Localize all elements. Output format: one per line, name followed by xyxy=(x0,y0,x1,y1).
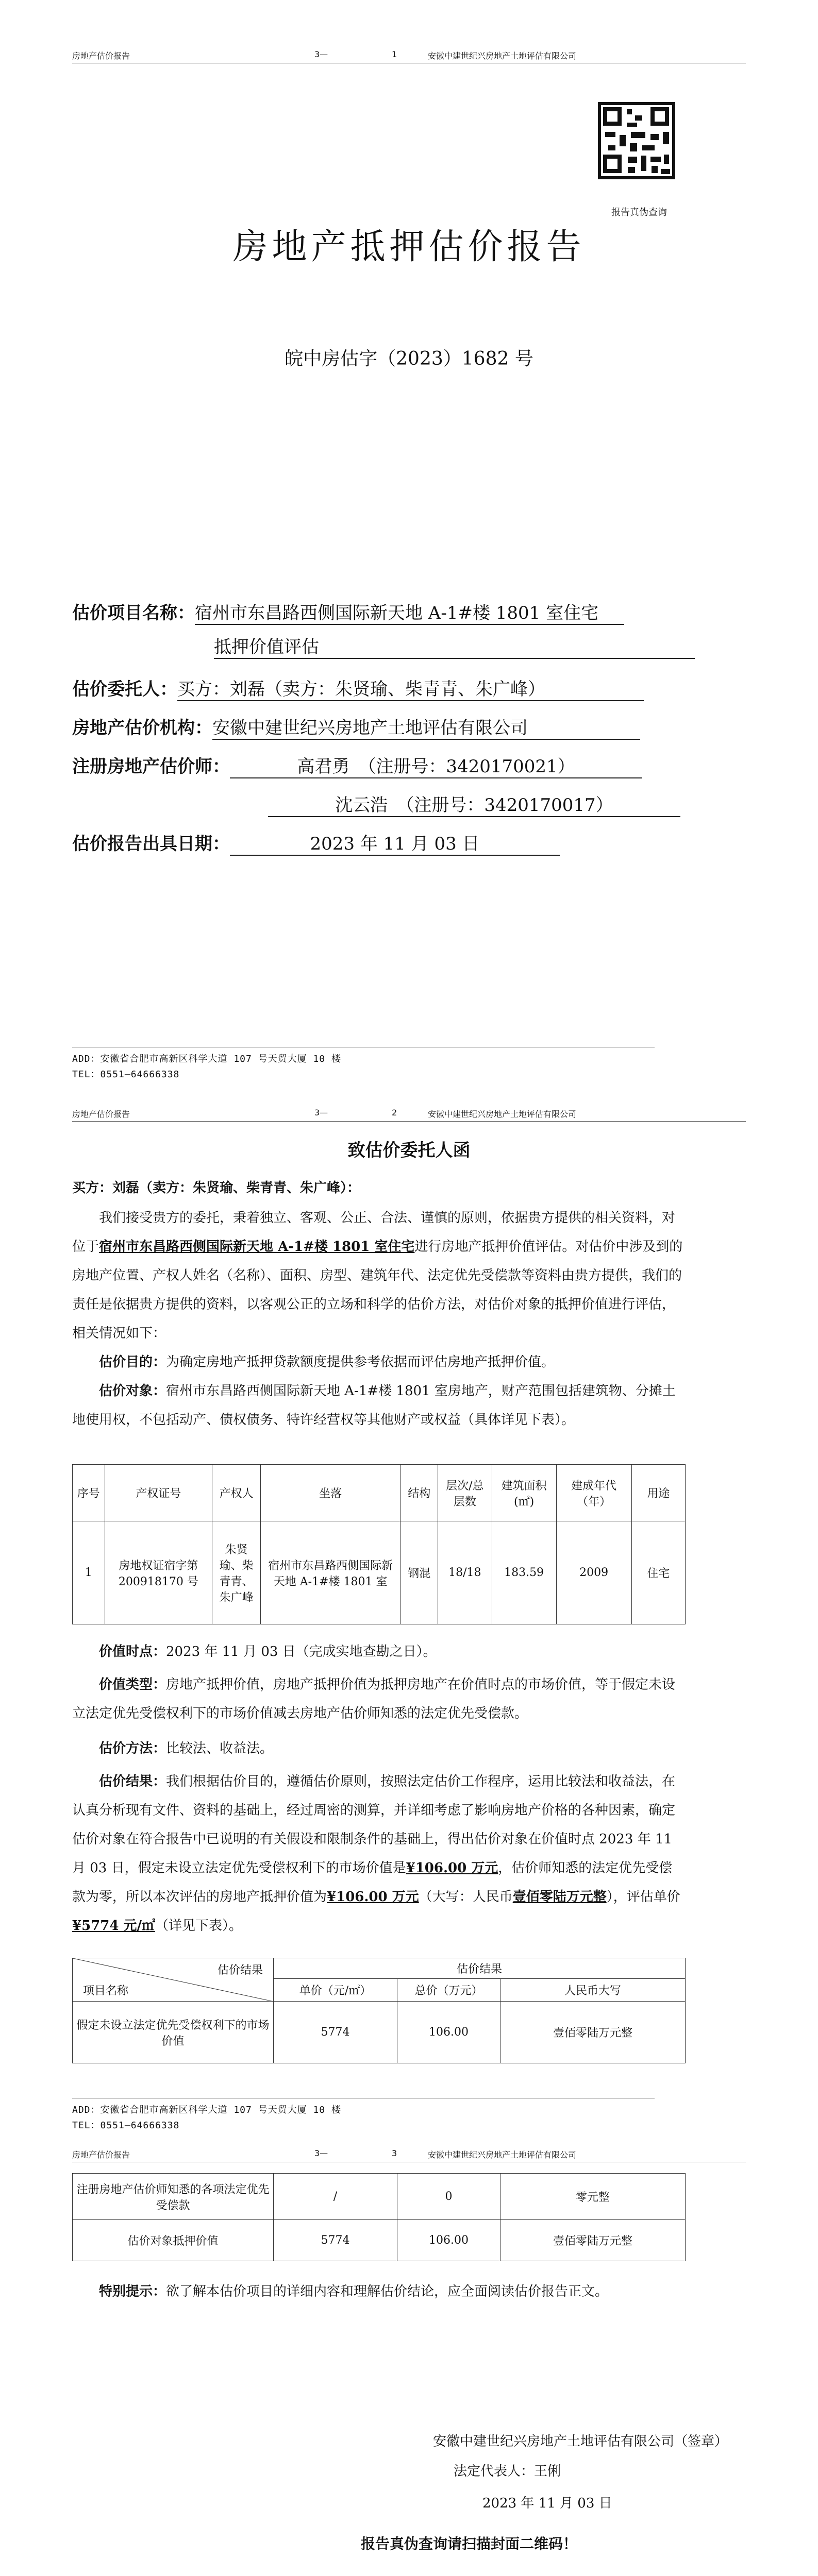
letter-title: 致估价委托人函 xyxy=(347,1140,471,1161)
addressee: 买方：刘磊（卖方：朱贤瑜、柴青青、朱广峰）： xyxy=(72,1180,361,1196)
row-in-words: 零元整 xyxy=(500,2174,686,2220)
project-name-row-2 xyxy=(214,633,695,659)
row-total-price: 0 xyxy=(397,2174,500,2220)
table-row xyxy=(73,1521,686,1624)
unit-price: ¥5774 元/㎡ xyxy=(72,1918,156,1934)
property-table-header xyxy=(73,1465,686,1521)
col-total-price: 总价（万元） xyxy=(397,1979,500,2002)
date-label: 估价报告出具日期： xyxy=(72,834,230,854)
result-paragraph xyxy=(72,1767,686,1940)
result-table-corner xyxy=(73,1958,274,2002)
col-floor: 层次/总层数 xyxy=(438,1465,492,1521)
object-label: 估价对象： xyxy=(99,1383,166,1399)
market-value: ¥106.00 万元 xyxy=(406,1860,498,1876)
col-year: 建成年代（年） xyxy=(556,1465,631,1521)
mortgage-value: ¥106.00 万元 xyxy=(327,1889,419,1905)
project-value-2: 抵押价值评估 xyxy=(214,633,695,659)
intro-paragraph xyxy=(72,1204,686,1348)
intro-property: 宿州市东昌路西侧国际新天地 A-1#楼 1801 室住宅 xyxy=(99,1239,415,1255)
row-unit-price: 5774 xyxy=(274,2002,397,2063)
page2-footer xyxy=(72,2098,655,2133)
result-table-header-1 xyxy=(73,1958,686,1979)
result-text-a: 我们根据估价目的，遵循估价原则，按照法定估价工作程序，运用比较法和收益法，在认真分析现有文件、资料的基础上，经过周密的测算，并详细考虑了影响房地产价格的各种因素，确定估价对象在符合报告中已说明的有关假设和限制条件的基础上，得出估价对象在价值时点 2023 年 11 月 03 日，假定未设立法定优先受偿权利下的市场价值是 xyxy=(72,1774,676,1876)
project-label: 估价项目名称： xyxy=(72,603,195,623)
header-doc-type: 房地产估价报告 xyxy=(72,51,130,61)
appraiser-label: 注册房地产估价师： xyxy=(72,756,230,777)
appraiser-row-1 xyxy=(72,752,642,778)
col-use: 用途 xyxy=(631,1465,685,1521)
footer-address: ADD：安徽省合肥市高新区科学大道 107 号天贸大厦 10 楼 xyxy=(72,1054,342,1064)
intro-text-c: 进行房地产抵押价值评估。对估价中涉及到的房地产位置、产权人姓名（名称）、面积、房型、建筑年代、法定优先受偿款等资料由贵方提供，我们的责任是依据贵方提供的资料，以客观公正的立场和科学的估价方法，对估价对象的抵押价值进行评估，相关情况如下： xyxy=(72,1239,683,1341)
result-text-g: ），评估单价 xyxy=(606,1889,680,1905)
appraiser-2: 沈云浩 （注册号：3420170017） xyxy=(268,791,680,817)
col-area: 建筑面积(㎡) xyxy=(492,1465,556,1521)
tip-value: 欲了解本估价项目的详细内容和理解估价结论，应全面阅读估价报告正文。 xyxy=(166,2284,609,2299)
table-row xyxy=(73,2220,686,2261)
object-paragraph xyxy=(72,1377,686,1434)
header-page-number: 2 xyxy=(392,1108,397,1117)
header-doc-type: 房地产估价报告 xyxy=(72,1109,130,1119)
result-table-continued xyxy=(72,2173,686,2261)
col-cert: 产权证号 xyxy=(105,1465,212,1521)
header-company: 安徽中建世纪兴房地产土地评估有限公司 xyxy=(428,51,577,61)
cell-cert: 房地权证宿字第 200918170 号 xyxy=(105,1521,212,1624)
value-date-paragraph xyxy=(72,1637,686,1666)
row-label: 假定未设立法定优先受偿权利下的市场价值 xyxy=(73,2002,274,2063)
row-unit-price: 5774 xyxy=(274,2220,397,2261)
corner-bottom-label: 项目名称 xyxy=(83,1985,129,1997)
signature-date: 2023 年 11 月 03 日 xyxy=(482,2496,612,2511)
cell-year: 2009 xyxy=(556,1521,631,1624)
page1-running-header xyxy=(72,49,746,63)
row-unit-price: / xyxy=(274,2174,397,2220)
report-title: 房地产抵押估价报告 xyxy=(232,227,586,267)
footer-tel: TEL：0551—64666338 xyxy=(72,1069,180,1080)
value-date-label: 价值时点： xyxy=(99,1644,166,1659)
col-location: 坐落 xyxy=(261,1465,400,1521)
appraiser-1: 高君勇 （注册号：3420170021） xyxy=(230,752,642,778)
footer-address: ADD：安徽省合肥市高新区科学大道 107 号天贸大厦 10 楼 xyxy=(72,2105,342,2115)
corner-top-label: 估价结果 xyxy=(217,1964,263,1977)
page1-footer xyxy=(72,1047,655,1082)
purpose-paragraph xyxy=(72,1348,686,1377)
agency-value: 安徽中建世纪兴房地产土地评估有限公司 xyxy=(212,714,640,740)
tip-label: 特别提示： xyxy=(99,2284,166,2299)
date-value: 2023 年 11 月 03 日 xyxy=(230,829,560,856)
purpose-label: 估价目的： xyxy=(99,1354,166,1370)
header-company: 安徽中建世纪兴房地产土地评估有限公司 xyxy=(428,1109,577,1119)
row-total-price: 106.00 xyxy=(397,2220,500,2261)
value-date-value: 2023 年 11 月 03 日（完成实地查勘之日）。 xyxy=(166,1644,437,1659)
value-in-words: 壹佰零陆万元整 xyxy=(512,1889,607,1905)
date-row xyxy=(72,829,560,856)
col-owner: 产权人 xyxy=(212,1465,261,1521)
col-in-words: 人民币大写 xyxy=(500,1979,686,2002)
header-page-total: 3— xyxy=(314,49,328,59)
client-row xyxy=(72,675,644,701)
cell-area: 183.59 xyxy=(492,1521,556,1624)
qr-caption: 报告真伪查询 xyxy=(611,207,667,218)
row-label: 注册房地产估价师知悉的各项法定优先受偿款 xyxy=(73,2174,274,2220)
result-text-e: （大写：人民币 xyxy=(419,1889,513,1905)
cell-use: 住宅 xyxy=(631,1521,685,1624)
agency-label: 房地产估价机构： xyxy=(72,718,212,738)
cell-floor: 18/18 xyxy=(438,1521,492,1624)
result-table xyxy=(72,1958,686,2063)
project-name-row xyxy=(72,599,624,625)
table-row xyxy=(73,2002,686,2063)
cell-index: 1 xyxy=(73,1521,105,1624)
col-structure: 结构 xyxy=(400,1465,438,1521)
object-value: 宿州市东昌路西侧国际新天地 A-1#楼 1801 室房地产，财产范围包括建筑物、分摊土地使用权，不包括动产、债权债务、特许经营权等其他财产或权益（具体详见下表）。 xyxy=(72,1383,676,1428)
header-page-number: 3 xyxy=(392,2148,397,2158)
col-index: 序号 xyxy=(73,1465,105,1521)
result-text-c: ，估价师知悉的法定优先受偿款为零，所以本次评估的房地产抵押价值为 xyxy=(72,1860,673,1905)
result-label: 估价结果： xyxy=(99,1774,166,1789)
table-row xyxy=(73,2174,686,2220)
cell-structure: 钢混 xyxy=(400,1521,438,1624)
result-text-i: （详见下表）。 xyxy=(155,1918,243,1934)
page3-running-header xyxy=(72,2148,746,2162)
value-type-value: 房地产抵押价值，房地产抵押价值为抵押房地产在价值时点的市场价值，等于假定未设立法定优先受偿权利下的市场价值减去房地产估价师知悉的法定优先受偿款。 xyxy=(72,1677,676,1721)
header-page-total: 3— xyxy=(314,2148,328,2158)
signature-company: 安徽中建世纪兴房地产土地评估有限公司（签章） xyxy=(433,2434,728,2449)
agency-row xyxy=(72,714,640,740)
value-type-label: 价值类型： xyxy=(99,1677,166,1692)
client-value: 买方：刘磊（卖方：朱贤瑜、柴青青、朱广峰） xyxy=(177,675,644,701)
method-label: 估价方法： xyxy=(99,1741,166,1756)
row-in-words: 壹佰零陆万元整 xyxy=(500,2220,686,2261)
verification-note: 报告真伪查询请扫描封面二维码！ xyxy=(361,2535,578,2552)
qr-code[interactable] xyxy=(598,102,675,179)
purpose-value: 为确定房地产抵押贷款额度提供参考依据而评估房地产抵押价值。 xyxy=(166,1354,555,1370)
col-unit-price: 单价（元/㎡） xyxy=(274,1979,397,2002)
cell-owner: 朱贤瑜、柴青青、朱广峰 xyxy=(212,1521,261,1624)
intro-text-a: 我们接受贵方的委托，秉着独立、客观、公正、合法、谨慎的原则，依据贵方提供的相关资料，对位于 xyxy=(72,1210,676,1255)
special-tip xyxy=(72,2277,686,2306)
row-label: 估价对象抵押价值 xyxy=(73,2220,274,2261)
method-value: 比较法、收益法。 xyxy=(166,1741,274,1756)
result-group-header: 估价结果 xyxy=(274,1958,686,1979)
header-page-total: 3— xyxy=(314,1108,328,1117)
method-paragraph xyxy=(72,1734,686,1763)
cell-location: 宿州市东昌路西侧国际新天地 A-1#楼 1801 室 xyxy=(261,1521,400,1624)
row-total-price: 106.00 xyxy=(397,2002,500,2063)
header-company: 安徽中建世纪兴房地产土地评估有限公司 xyxy=(428,2150,577,2160)
legal-representative: 法定代表人：王俐 xyxy=(454,2464,561,2479)
header-page-number: 1 xyxy=(392,49,397,59)
property-table xyxy=(72,1464,686,1624)
page2-running-header xyxy=(72,1108,746,1122)
header-doc-type: 房地产估价报告 xyxy=(72,2150,130,2160)
client-label: 估价委托人： xyxy=(72,679,177,700)
value-type-paragraph xyxy=(72,1670,686,1728)
appraiser-row-2 xyxy=(268,791,680,817)
row-in-words: 壹佰零陆万元整 xyxy=(500,2002,686,2063)
project-value: 宿州市东昌路西侧国际新天地 A-1#楼 1801 室住宅 xyxy=(195,599,624,625)
report-code: 皖中房估字（2023）1682 号 xyxy=(285,348,533,369)
footer-tel: TEL：0551—64666338 xyxy=(72,2120,180,2131)
